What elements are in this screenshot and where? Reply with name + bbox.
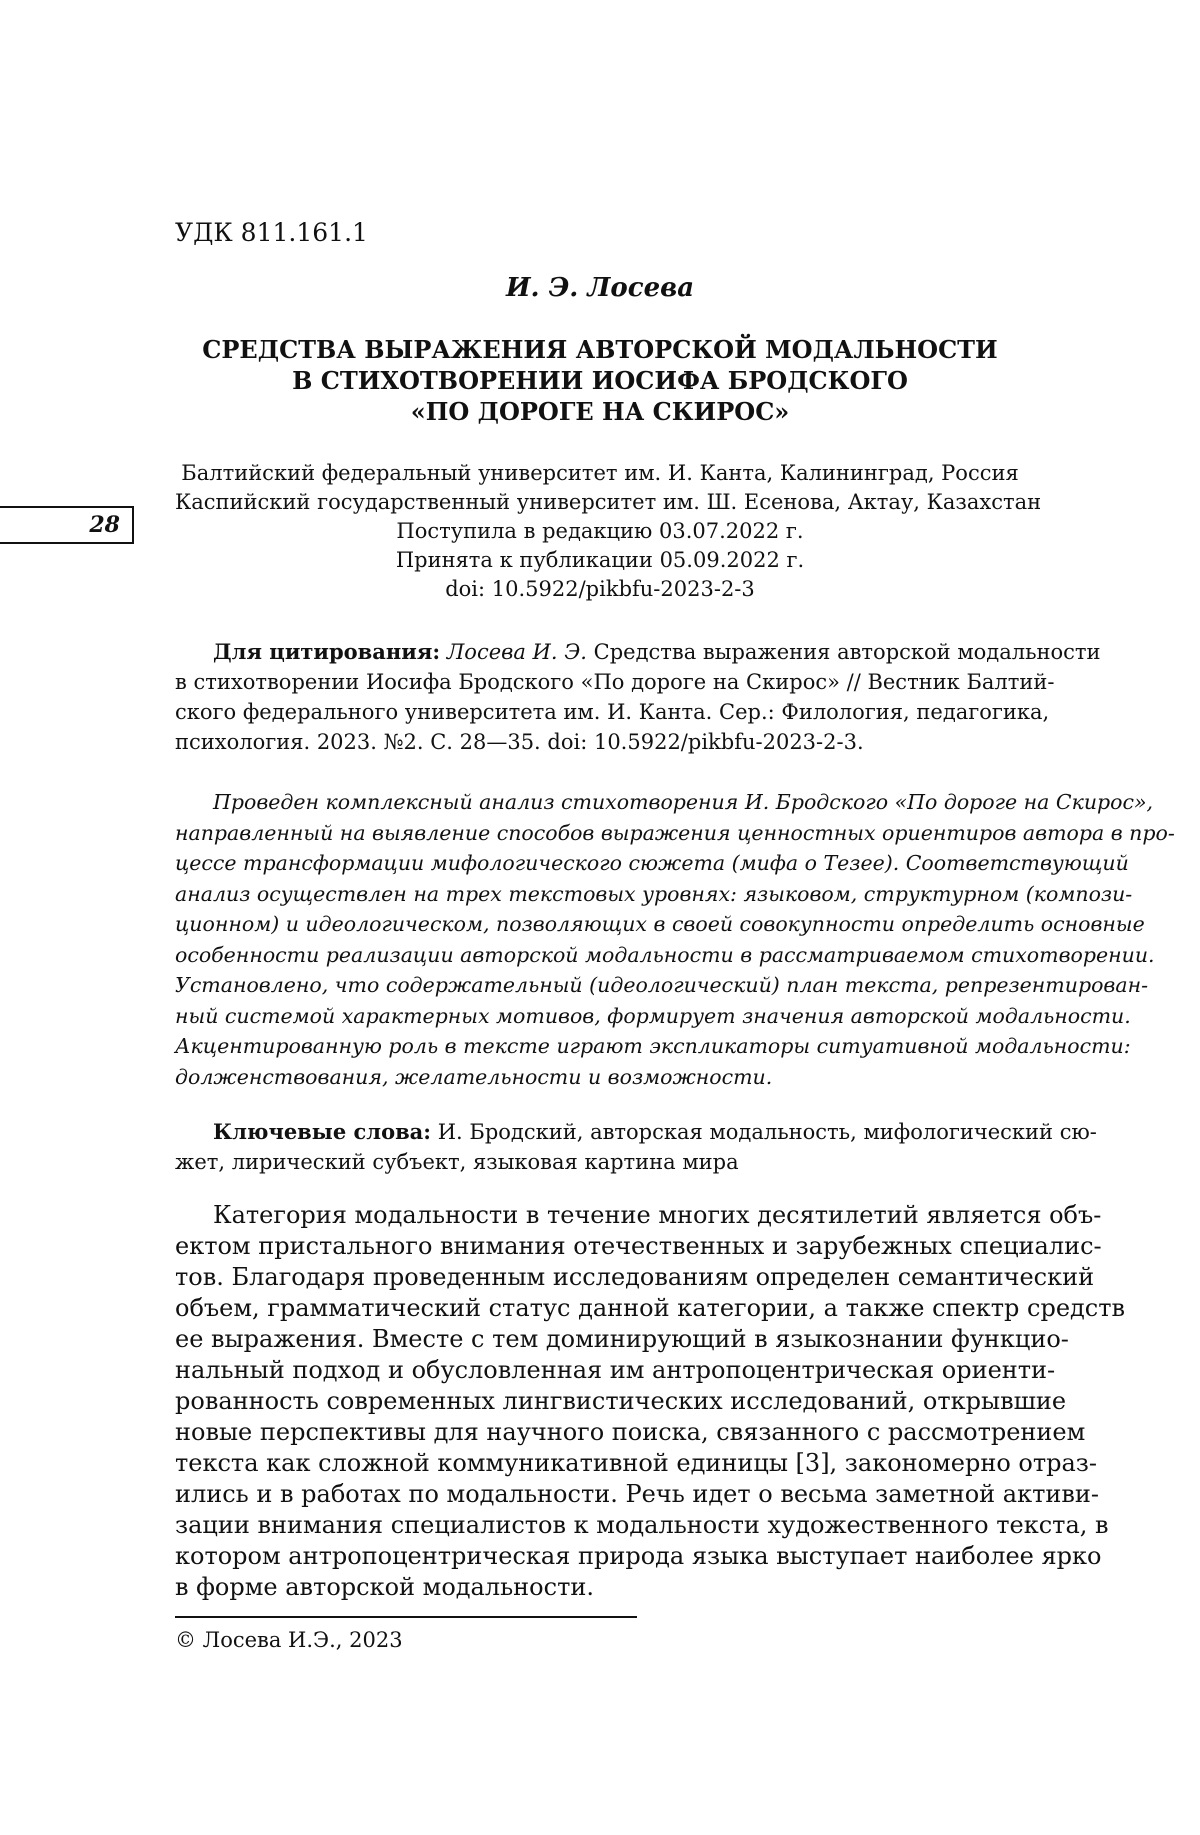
citation-line — [175, 637, 1101, 667]
citation-block — [175, 637, 1101, 757]
citation-author: Лосева И. Э. — [446, 640, 587, 664]
abstract-line: анализ осуществлен на трех текстовых уровнях: языковом, структурном (компози- — [175, 881, 1133, 906]
body-line: текста как сложной коммуникативной единицы [3], закономерно отраз- — [175, 1449, 1098, 1477]
keywords-block — [175, 1117, 1097, 1177]
citation-line: ского федерального университета им. И. Канта. Сер.: Филология, педагогика, — [175, 700, 1050, 724]
abstract-line: цессе трансформации мифологического сюжета (мифа о Тезее). Соответствующий — [175, 851, 1129, 875]
body-paragraph — [175, 1200, 1126, 1603]
affiliation-2: Каспийский государственный университет им. Ш. Есенова, Актау, Казахстан — [175, 490, 1042, 514]
keywords-text: И. Бродский, авторская модальность, мифологический сю- — [437, 1120, 1097, 1144]
abstract-line: ционном) и идеологическом, позволяющих в своей совокупности определить основные — [175, 912, 1145, 936]
body-line: зации внимания специалистов к модальности художественного текста, в — [175, 1511, 1109, 1539]
citation-line: в стихотворении Иосифа Бродского «По дороге на Скирос» // Вестник Балтий- — [175, 670, 1055, 694]
keywords-line: жет, лирический субъект, языковая картина мира — [175, 1150, 739, 1174]
title-line: СРЕДСТВА ВЫРАЖЕНИЯ АВТОРСКОЙ МОДАЛЬНОСТИ — [202, 335, 998, 364]
keywords-line — [175, 1117, 1097, 1147]
author-name: И. Э. Лосева — [505, 273, 695, 303]
body-line: рованность современных лингвистических исследований, открывшие — [175, 1387, 1067, 1415]
abstract-line: Установлено, что содержательный (идеологический) план текста, репрезентирован- — [175, 973, 1148, 997]
abstract-line: направленный на выявление способов выражения ценностных ориентиров автора в про- — [175, 820, 1175, 845]
body-line: ее выражения. Вместе с тем доминирующий в языкознании функцио- — [175, 1325, 1069, 1353]
copyright-footnote: © Лосева И.Э., 2023 — [175, 1628, 403, 1652]
received-date: Поступила в редакцию 03.07.2022 г. — [396, 519, 804, 543]
affiliation-1: Балтийский федеральный университет им. И. Канта, Калининград, Россия — [181, 461, 1019, 485]
abstract-line: долженствования, желательности и возможности. — [175, 1064, 773, 1089]
body-line: новые перспективы для научного поиска, связанного с рассмотрением — [175, 1418, 1086, 1446]
body-line: ились и в работах по модальности. Речь идет о весьма заметной активи- — [175, 1480, 1099, 1508]
citation-text: Средства выражения авторской модальности — [593, 640, 1101, 664]
doi: doi: 10.5922/pikbfu-2023-2-3 — [445, 577, 755, 601]
body-line: Категория модальности в течение многих десятилетий является объ- — [213, 1201, 1102, 1229]
page-number: 28 — [89, 512, 120, 538]
body-line: нальный подход и обусловленная им антропоцентрическая ориенти- — [175, 1356, 1056, 1384]
abstract — [175, 787, 1175, 1092]
article-title — [175, 334, 1025, 427]
body-line: ектом пристального внимания отечественных и зарубежных специалис- — [175, 1232, 1102, 1260]
body-line: котором антропоцентрическая природа языка выступает наиболее ярко — [175, 1542, 1102, 1570]
abstract-line: Акцентированную роль в тексте играют экспликаторы ситуативной модальности: — [175, 1034, 1131, 1058]
citation-line: психология. 2023. №2. С. 28—35. doi: 10.5922/pikbfu-2023-2-3. — [175, 730, 864, 754]
title-line: «ПО ДОРОГЕ НА СКИРОС» — [410, 397, 790, 426]
footnote-divider — [175, 1616, 637, 1618]
body-line: тов. Благодаря проведенным исследованиям определен семантический — [175, 1263, 1095, 1291]
title-line: В СТИХОТВОРЕНИИ ИОСИФА БРОДСКОГО — [292, 366, 908, 395]
keywords-label: Ключевые слова: — [213, 1119, 432, 1144]
accepted-date: Принята к публикации 05.09.2022 г. — [395, 548, 805, 572]
citation-label: Для цитирования: — [213, 639, 441, 664]
body-line: в форме авторской модальности. — [175, 1573, 594, 1601]
page-number-box — [0, 506, 134, 544]
udk-code: УДК 811.161.1 — [175, 218, 368, 247]
abstract-line: особенности реализации авторской модальности в рассматриваемом стихотворении. — [175, 942, 1155, 967]
abstract-line: Проведен комплексный анализ стихотворения И. Бродского «По дороге на Скирос», — [213, 790, 1154, 814]
article-meta — [175, 459, 1042, 604]
body-line: объем, грамматический статус данной категории, а также спектр средств — [175, 1294, 1126, 1322]
abstract-line: ный системой характерных мотивов, формирует значения авторской модальности. — [175, 1003, 1131, 1028]
